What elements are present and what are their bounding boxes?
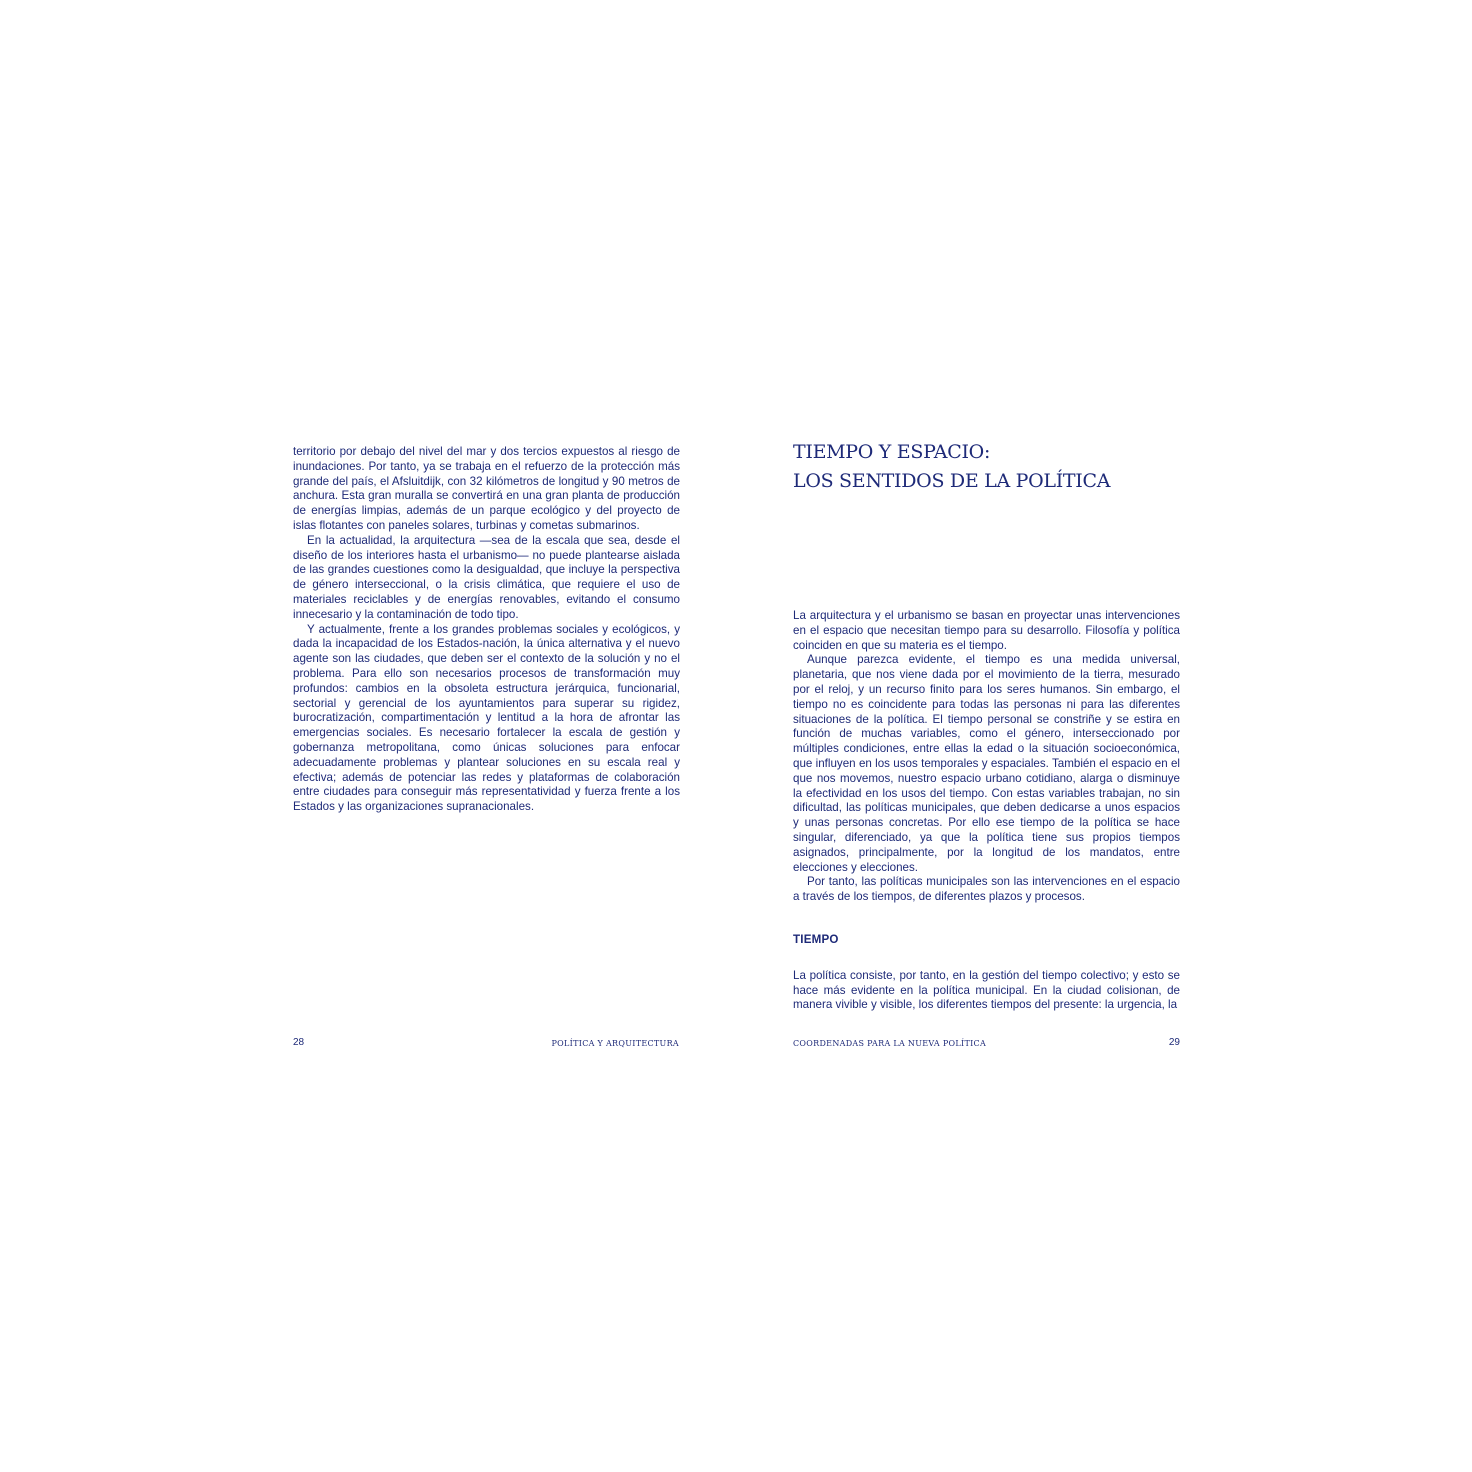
running-head: POLÍTICA Y ARQUITECTURA — [551, 1039, 679, 1048]
running-head: COORDENADAS PARA LA NUEVA POLÍTICA — [793, 1039, 987, 1048]
right-page-body — [793, 609, 1180, 1013]
chapter-title — [793, 438, 1213, 496]
chapter-title-line: TIEMPO Y ESPACIO: — [793, 441, 991, 463]
right-page — [736, 0, 1472, 1472]
body-paragraph: Aunque parezca evidente, el tiempo es una medida universal, planetaria, que nos viene dada por el movimiento de la tierra, mesurado por el reloj, y un recurso finito para los seres humanos. Sin embargo, el tiempo no es coincidente para todas las personas ni para las diferentes situaciones de la política. El tiempo personal se constriñe y se estira en función de muchas variables, como el género, interseccionado por múltiples condiciones, entre ellas la edad o la situación socioeconómica, que influyen en los usos temporales y espaciales. También el espacio en el que nos movemos, nuestro espacio urbano cotidiano, alarga o disminuye la efectividad en los usos del tiempo. Con estas variables trabajan, no sin dificultad, las políticas municipales, que deben dedicarse a unos espacios y unas personas concretas. Por ello ese tiempo de la política se hace singular, diferenciado, ya que la política tiene sus propios tiempos asignados, principalmente, por la longitud de los mandatos, entre elecciones y elecciones. — [793, 653, 1180, 874]
body-paragraph: En la actualidad, la arquitectura —sea de la escala que sea, desde el diseño de los interiores hasta el urbanismo— no puede plantearse aislada de las grandes cuestiones como la desigualdad, que incluye la perspectiva de género interseccional, o la crisis climática, que requiere el uso de materiales reciclables y de energías renovables, evitando el consumo innecesario y la contaminación de todo tipo. — [293, 533, 680, 621]
page-number: 28 — [293, 1037, 305, 1048]
body-paragraph: Y actualmente, frente a los grandes problemas sociales y ecológicos, y dada la incapacidad de los Estados-nación, la única alternativa y el nuevo agente son las ciudades, que deben ser el contexto de la solución y no el problema. Para ello son necesarios procesos de transformación muy profundos: cambios en la obsoleta estructura jerárquica, funcionarial, sectorial y gerencial de los ayuntamientos para superar su rigidez, burocratización, compartimentación y lentitud a la hora de afrontar las emergencias sociales. Es necesario fortalecer la escala de gestión y gobernanza metropolitana, como únicas soluciones para enfocar adecuadamente problemas y plantear soluciones en su escala real y efectiva; además de potenciar las redes y plataformas de colaboración entre ciudades para conseguir más representatividad y fuerza frente a los Estados y las organizaciones supranacionales. — [293, 622, 680, 814]
chapter-title-line: LOS SENTIDOS DE LA POLÍTICA — [793, 470, 1111, 492]
body-paragraph: territorio por debajo del nivel del mar y dos tercios expuestos al riesgo de inundaciones. Por tanto, ya se trabaja en el refuerzo de la protección más grande del país, el Afsluitdijk, con 32 kilómetros de longitud y 90 metros de anchura. Esta gran muralla se convertirá en una gran planta de producción de energías limpias, además de un parque ecológico y del proyecto de islas flotantes con paneles solares, turbinas y cometas submarinos. — [293, 445, 680, 532]
body-paragraph: La arquitectura y el urbanismo se basan en proyectar unas intervenciones en el espacio que necesitan tiempo para su desarrollo. Filosofía y política coinciden en que su materia es el tiempo. — [793, 609, 1180, 652]
page-number: 29 — [1168, 1037, 1180, 1048]
left-page-body — [293, 445, 680, 815]
body-paragraph: La política consiste, por tanto, en la gestión del tiempo colectivo; y esto se hace más evidente en la política municipal. En la ciudad colisionan, de manera vivible y visible, los diferentes tiempos del presente: la urgencia, la — [793, 968, 1180, 1012]
section-subheading: TIEMPO — [793, 932, 839, 946]
body-paragraph: Por tanto, las políticas municipales son las intervenciones en el espacio a través de los tiempos, de diferentes plazos y procesos. — [793, 875, 1180, 904]
